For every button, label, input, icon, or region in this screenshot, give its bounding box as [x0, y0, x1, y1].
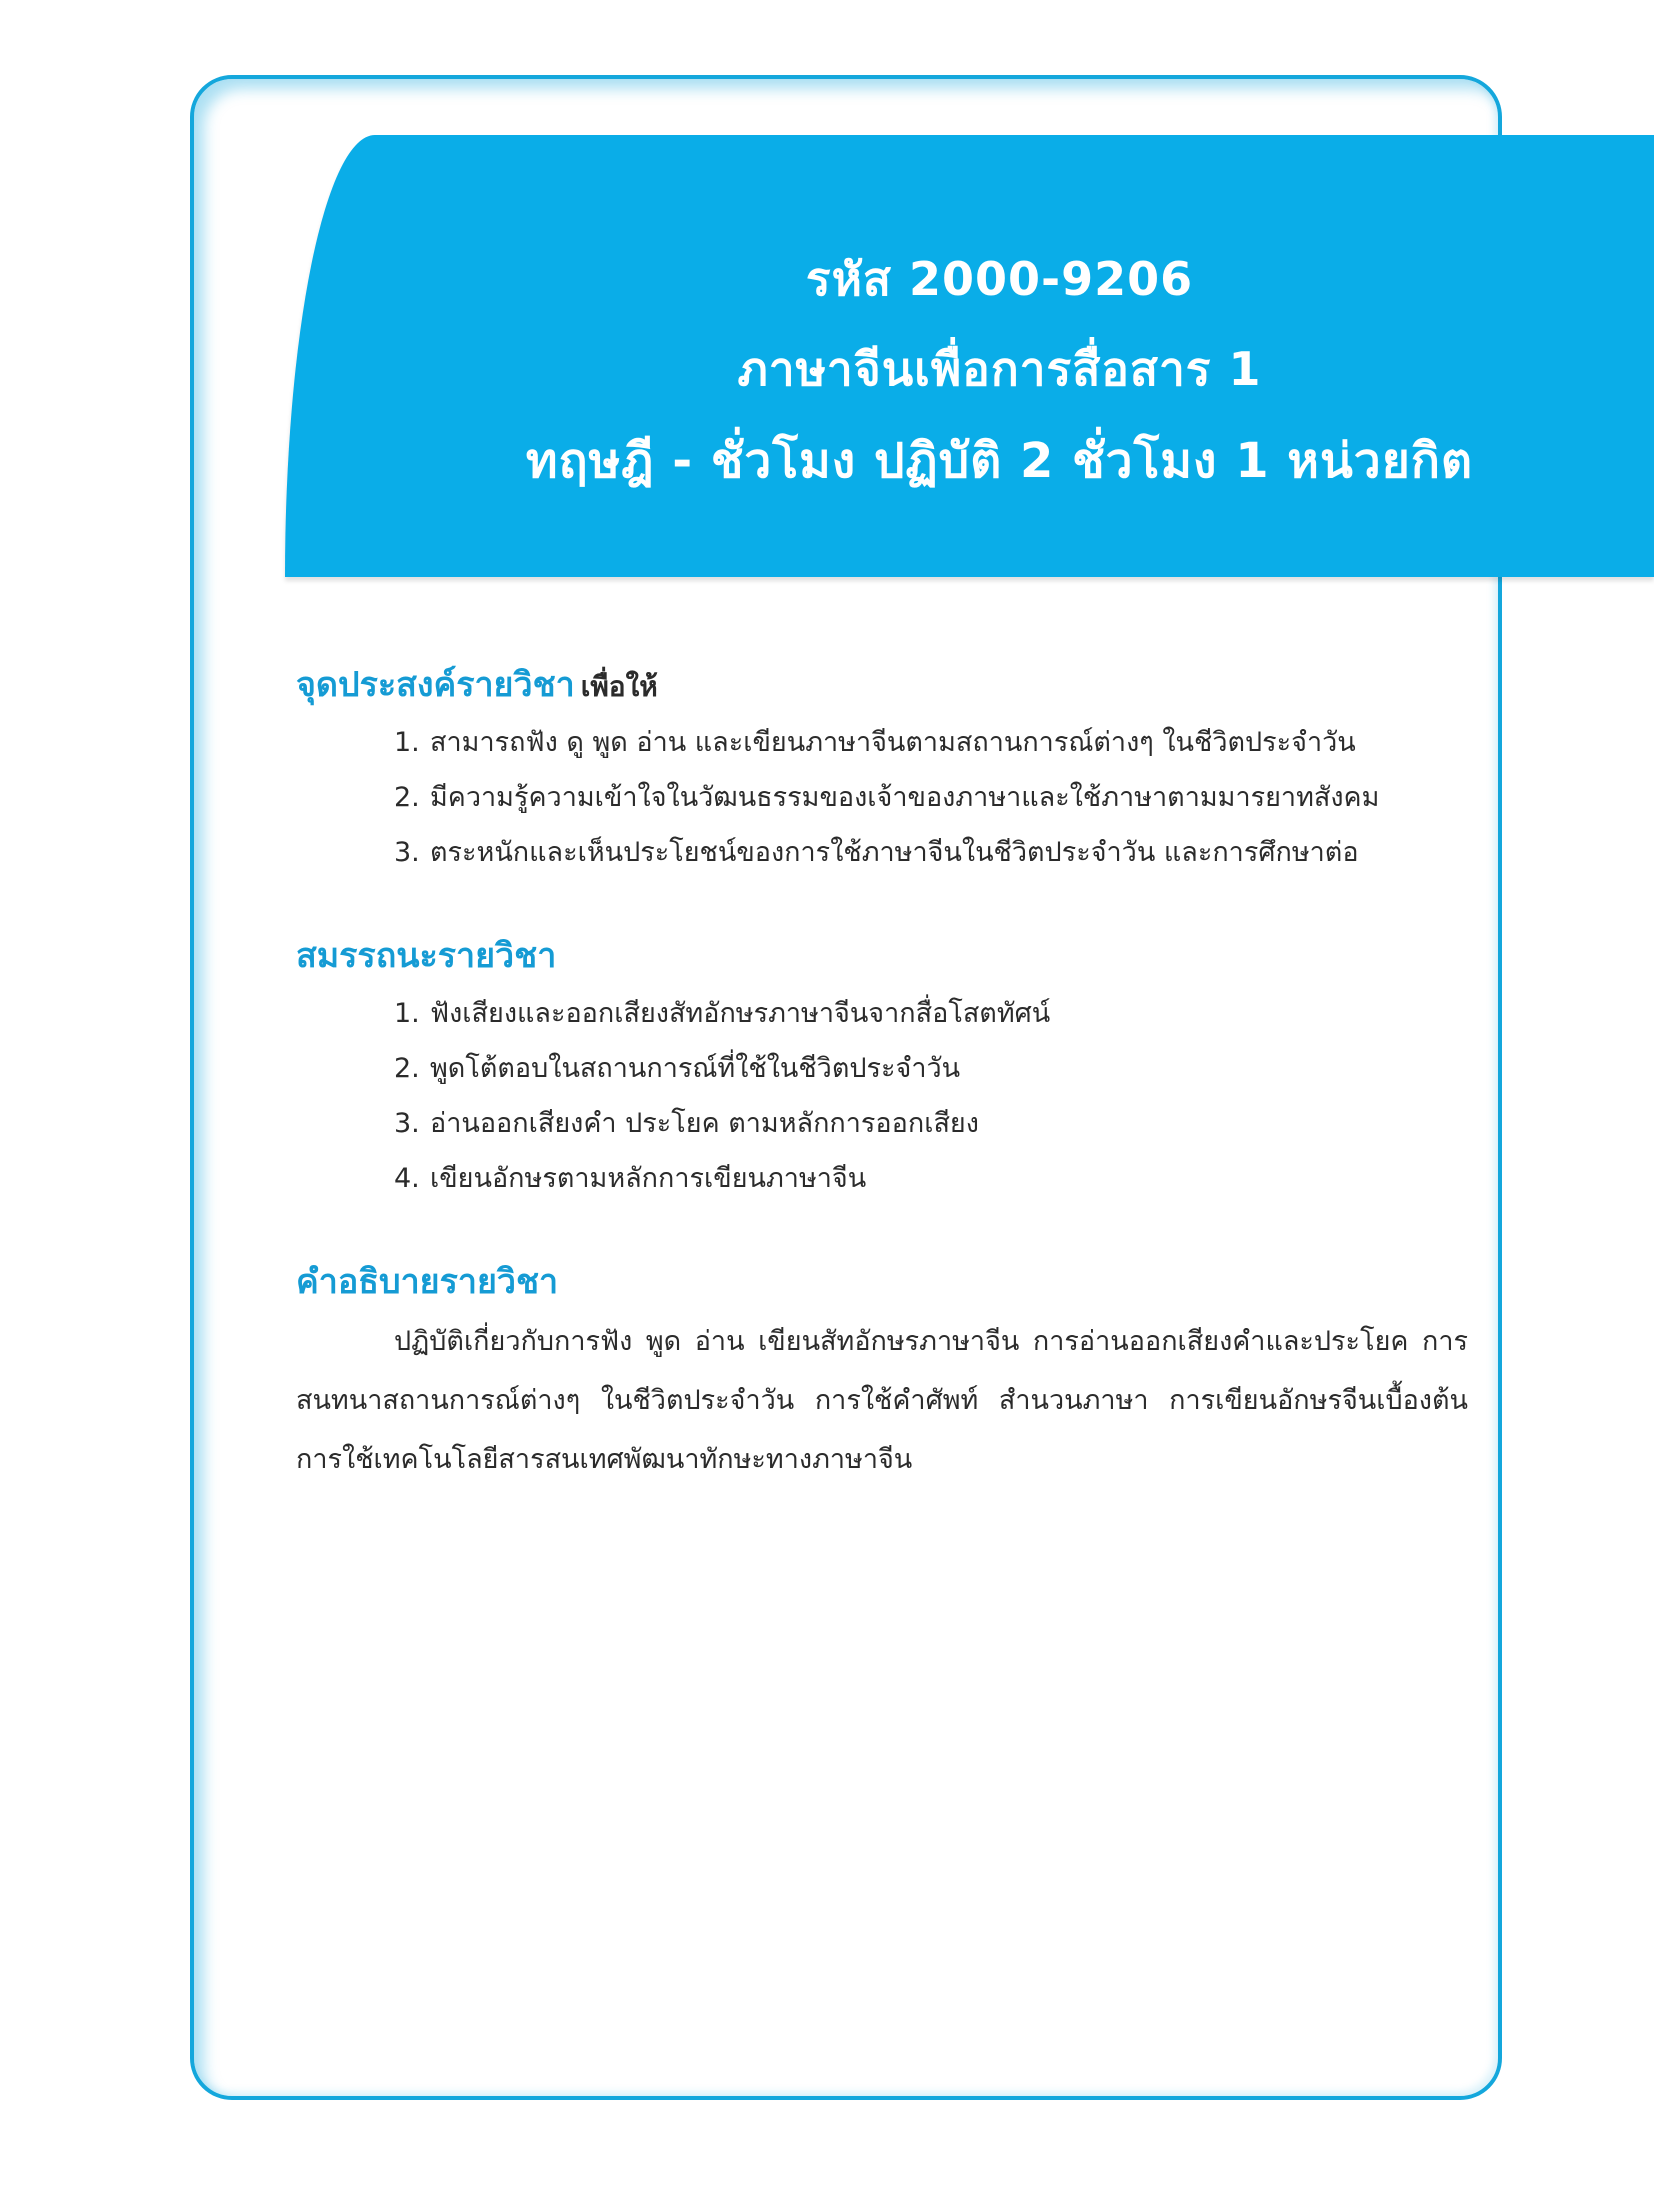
objectives-title: จุดประสงค์รายวิชา: [296, 665, 575, 705]
course-banner: [285, 135, 1654, 577]
item-number: 1.: [394, 727, 420, 758]
course-title: ภาษาจีนเพื่อการสื่อสาร 1: [737, 342, 1262, 396]
description-paragraph: [296, 1312, 1468, 1489]
objectives-list: [296, 715, 1468, 880]
item-number: 3.: [394, 1108, 420, 1139]
item-number: 3.: [394, 837, 420, 868]
course-content: [296, 655, 1468, 1535]
item-number: 2.: [394, 782, 420, 813]
list-item: [296, 1041, 1468, 1096]
item-text: มีความรู้ความเข้าใจในวัฒนธรรมของเจ้าของภาษาและใช้ภาษาตามมารยาทสังคม: [430, 782, 1380, 813]
competencies-heading: สมรรถนะรายวิชา: [296, 936, 557, 976]
course-code: รหัส 2000-9206: [805, 252, 1194, 306]
list-item: [296, 1096, 1468, 1151]
list-item: [296, 1151, 1468, 1206]
description-section: [296, 1252, 1468, 1489]
item-text: เขียนอักษรตามหลักการเขียนภาษาจีน: [430, 1163, 867, 1194]
description-text: ปฏิบัติเกี่ยวกับการฟัง พูด อ่าน เขียนสัทอักษรภาษาจีน การอ่านออกเสียงคำและประโยค การสนทนาสถานการณ์ต่างๆ ในชีวิตประจำวัน การใช้คำศัพท์ สำนวนภาษา การเขียนอักษรจีนเบื้องต้น การใช้เทคโนโลยีสารสนเทศพัฒนาทักษะทางภาษาจีน: [296, 1326, 1468, 1475]
competencies-list: [296, 986, 1468, 1206]
item-text: สามารถฟัง ดู พูด อ่าน และเขียนภาษาจีนตามสถานการณ์ต่างๆ ในชีวิตประจำวัน: [430, 727, 1356, 758]
item-text: ฟังเสียงและออกเสียงสัทอักษรภาษาจีนจากสื่อโสตทัศน์: [430, 998, 1051, 1029]
competencies-section: [296, 926, 1468, 1206]
item-text: อ่านออกเสียงคำ ประโยค ตามหลักการออกเสียง: [430, 1108, 979, 1139]
objectives-heading: [296, 655, 1468, 715]
description-heading: คำอธิบายรายวิชา: [296, 1262, 559, 1302]
item-text: พูดโต้ตอบในสถานการณ์ที่ใช้ในชีวิตประจำวัน: [430, 1053, 961, 1084]
list-item: [296, 715, 1468, 770]
objectives-suffix: เพื่อให้: [580, 670, 658, 703]
item-number: 4.: [394, 1163, 420, 1194]
course-hours: ทฤษฎี - ชั่วโมง ปฏิบัติ 2 ชั่วโมง 1 หน่วยกิต: [525, 433, 1474, 489]
objectives-section: [296, 655, 1468, 880]
item-text: ตระหนักและเห็นประโยชน์ของการใช้ภาษาจีนในชีวิตประจำวัน และการศึกษาต่อ: [430, 837, 1359, 868]
item-number: 2.: [394, 1053, 420, 1084]
list-item: [296, 986, 1468, 1041]
list-item: [296, 825, 1468, 880]
list-item: [296, 770, 1468, 825]
item-number: 1.: [394, 998, 420, 1029]
